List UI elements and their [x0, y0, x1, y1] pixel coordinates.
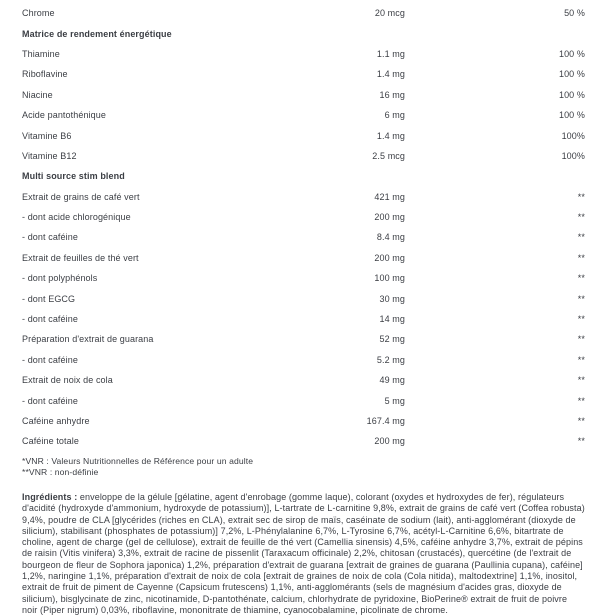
nutrient-name: Extrait de noix de cola	[22, 375, 113, 386]
nutrient-vnr: **	[577, 252, 585, 263]
section-title: Matrice de rendement énergétique	[22, 28, 172, 39]
table-row	[22, 350, 585, 370]
nutrient-name: - dont polyphénols	[22, 273, 98, 284]
nutrient-amount: 5.2 mg	[376, 354, 405, 365]
table-row	[22, 411, 585, 431]
table-row	[22, 64, 585, 84]
nutrient-vnr: 100%	[561, 150, 585, 161]
nutrient-name: Acide pantothénique	[22, 110, 106, 121]
nutrient-name: Extrait de grains de café vert	[22, 191, 140, 202]
nutrient-amount: 14 mg	[379, 314, 405, 325]
nutrient-vnr: **	[577, 232, 585, 243]
table-row	[22, 146, 585, 166]
nutrient-vnr: **	[577, 191, 585, 202]
nutrient-amount: 421 mg	[374, 191, 405, 202]
section-title: Multi source stim blend	[22, 171, 125, 182]
footnote-vnr-undefined: **VNR : non-définie	[22, 467, 99, 477]
nutrient-name: - dont caféine	[22, 354, 78, 365]
table-row	[22, 288, 585, 308]
ingredients-text: enveloppe de la gélule [gélatine, agent d'enrobage (gomme laque), colorant (oxydes et hydroxydes de fer), régulateurs d'acidité (hydroxyde d'ammonium, hydroxyde de potassium)], L-tartrate de L-carnitine 9,8%, extrait de grains de café vert (Coffea robusta) 9,4%, poudre de CLA [glycérides (riches en CLA), extrait sec de sirop de maïs, caséinate de sodium (lait), anti-agglomérant (dioxyde de silicium), stabilisant (phosphates de potassium)] 7,2%, L-Phénylalanine 6,7%, L-Tyrosine 6,7%, acétyl-L-Carnitine 6,6%, bitartrate de choline, agent de charge (gel de cellulose), extrait de feuille de thé vert (Camellia sinensis) 4,5%, caféine anhydre 3,7%, extrait de pépins de raisin (Vitis vinifera) 3,3%, extrait de racine de pissenlit (Taraxacum officinale) 2,2%, chitosan (crustacés), quercétine (de l'extrait de bourgeon de fleur de Sophora japonica) 1,2%, préparation d'extrait de guarana [extrait de graines de guarana (Paullinia cupana), caféine] 1,2%, naringine 1,1%, préparation d'extrait de noix de cola [extrait de graines de noix de cola (Cola nitida), maltodextrine] 1,1%, inositol, extrait de fruit de piment de Cayenne (Capsicum frutescens) 1,1%, anti-agglomérants (sels de magnésium d'acides gras, dioxyde de silicium), bisglycinate de zinc, nicotinamide, D-pantothénate, calcium, chlorhydrate de pyridoxine, BioPerine® extrait de fruit de poivre noir (Piper nigrum) 0,03%, riboflavine, mononitrate de thiamine, cyanocobalamine, picolinate de chrome.	[22, 492, 585, 615]
nutrient-vnr: 100 %	[558, 110, 585, 121]
nutrient-vnr: 100%	[561, 130, 585, 141]
table-row	[22, 390, 585, 410]
table-row	[22, 125, 585, 145]
nutrient-vnr: **	[577, 354, 585, 365]
nutrient-name: - dont caféine	[22, 395, 78, 406]
nutrient-name: Extrait de feuilles de thé vert	[22, 252, 139, 263]
nutrient-amount: 30 mg	[379, 293, 405, 304]
nutrient-name: - dont caféine	[22, 314, 78, 325]
nutrient-amount: 100 mg	[374, 273, 405, 284]
nutrient-vnr: **	[577, 436, 585, 447]
nutrition-table	[22, 3, 585, 452]
table-row	[22, 248, 585, 268]
nutrient-name: Chrome	[22, 8, 55, 19]
section-header-row	[22, 23, 585, 43]
nutrient-amount: 52 mg	[379, 334, 405, 345]
nutrient-vnr: 50 %	[564, 8, 585, 19]
nutrient-vnr: **	[577, 416, 585, 426]
table-row	[22, 105, 585, 125]
nutrient-amount: 2.5 mcg	[372, 150, 405, 161]
nutrient-amount: 1.4 mg	[376, 130, 405, 141]
table-row	[22, 309, 585, 329]
nutrient-name: Riboflavine	[22, 69, 68, 80]
nutrient-amount: 200 mg	[374, 252, 405, 263]
nutrient-vnr: **	[577, 395, 585, 406]
nutrient-amount: 167.4 mg	[366, 416, 405, 426]
table-row	[22, 85, 585, 105]
nutrient-vnr: 100 %	[558, 48, 585, 59]
nutrient-vnr: **	[577, 314, 585, 325]
footnotes	[22, 456, 253, 478]
nutrient-name: Caféine anhydre	[22, 416, 90, 426]
nutrient-name: - dont caféine	[22, 232, 78, 243]
table-row	[22, 227, 585, 247]
footnote-vnr-reference: *VNR : Valeurs Nutritionnelles de Référence pour un adulte	[22, 456, 254, 466]
table-row	[22, 207, 585, 227]
table-row	[22, 3, 585, 23]
table-row	[22, 431, 585, 451]
table-row	[22, 268, 585, 288]
nutrient-amount: 1.4 mg	[376, 69, 405, 80]
nutrient-vnr: **	[577, 375, 585, 386]
table-row	[22, 187, 585, 207]
nutrient-amount: 1.1 mg	[376, 48, 405, 59]
nutrient-amount: 8.4 mg	[376, 232, 405, 243]
nutrient-name: - dont acide chlorogénique	[22, 212, 131, 223]
nutrient-vnr: **	[577, 334, 585, 345]
nutrient-amount: 20 mcg	[374, 8, 405, 19]
nutrient-vnr: 100 %	[558, 89, 585, 100]
nutrient-amount: 200 mg	[374, 436, 405, 447]
nutrient-amount: 49 mg	[379, 375, 405, 386]
nutrient-vnr: **	[577, 273, 585, 284]
nutrient-name: Vitamine B12	[22, 150, 77, 161]
nutrient-vnr: **	[577, 293, 585, 304]
section-header-row	[22, 166, 585, 186]
nutrient-name: Niacine	[22, 89, 53, 100]
nutrient-vnr: **	[577, 212, 585, 223]
table-row	[22, 329, 585, 349]
nutrient-amount: 5 mg	[384, 395, 405, 406]
nutrient-vnr: 100 %	[558, 69, 585, 80]
table-row	[22, 370, 585, 390]
nutrient-name: Thiamine	[22, 48, 60, 59]
nutrient-name: - dont EGCG	[22, 293, 76, 304]
ingredients-paragraph	[22, 492, 585, 616]
nutrient-amount: 6 mg	[384, 110, 405, 121]
nutrient-amount: 16 mg	[379, 89, 405, 100]
table-row	[22, 44, 585, 64]
ingredients-label: Ingrédients :	[22, 492, 78, 502]
nutrient-name: Caféine totale	[22, 436, 79, 447]
nutrient-name: Vitamine B6	[22, 130, 72, 141]
nutrient-amount: 200 mg	[374, 212, 405, 223]
nutrient-name: Préparation d'extrait de guarana	[22, 334, 154, 345]
